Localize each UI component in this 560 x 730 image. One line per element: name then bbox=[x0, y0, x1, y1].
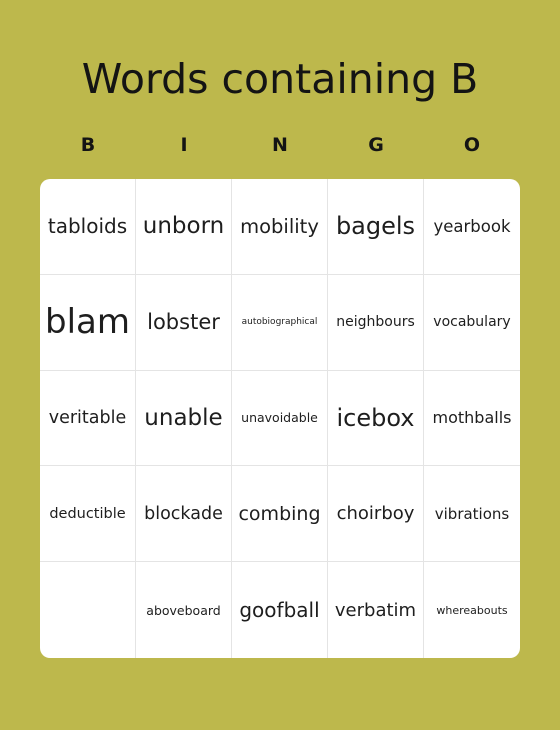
page-title: Words containing B bbox=[81, 55, 479, 103]
bingo-cell[interactable]: neighbours bbox=[328, 275, 424, 371]
bingo-letter-b: B bbox=[80, 134, 96, 156]
bingo-cell[interactable]: choirboy bbox=[328, 466, 424, 562]
bingo-letter-n: N bbox=[272, 134, 288, 156]
bingo-cell[interactable]: icebox bbox=[328, 371, 424, 467]
bingo-letter-o: O bbox=[463, 134, 481, 156]
bingo-cell[interactable]: aboveboard bbox=[136, 562, 232, 658]
bingo-cell[interactable]: yearbook bbox=[424, 179, 520, 275]
bingo-cell-empty[interactable] bbox=[40, 562, 136, 658]
bingo-cell[interactable]: unable bbox=[136, 371, 232, 467]
bingo-cell[interactable]: blam bbox=[40, 275, 136, 371]
bingo-cell[interactable]: vibrations bbox=[424, 466, 520, 562]
bingo-cell[interactable]: whereabouts bbox=[436, 603, 508, 617]
bingo-cell[interactable]: bagels bbox=[328, 179, 424, 275]
bingo-cell[interactable]: deductible bbox=[40, 466, 136, 562]
bingo-cell[interactable]: goofball bbox=[232, 562, 328, 658]
bingo-card bbox=[40, 179, 520, 658]
bingo-cell[interactable]: blockade bbox=[136, 466, 232, 562]
bingo-header bbox=[40, 132, 520, 158]
bingo-cell[interactable]: vocabulary bbox=[424, 275, 520, 371]
bingo-cell[interactable]: combing bbox=[232, 466, 328, 562]
bingo-cell[interactable]: mothballs bbox=[424, 371, 520, 467]
bingo-letter-g: G bbox=[368, 134, 384, 156]
bingo-cell[interactable]: lobster bbox=[136, 275, 232, 371]
bingo-cell[interactable]: veritable bbox=[40, 371, 136, 467]
bingo-cell[interactable]: autobiographical bbox=[232, 275, 328, 371]
bingo-cell[interactable]: mobility bbox=[232, 179, 328, 275]
bingo-cell[interactable]: verbatim bbox=[328, 562, 424, 658]
bingo-letter-i: I bbox=[180, 134, 188, 156]
bingo-cell[interactable]: tabloids bbox=[40, 179, 136, 275]
bingo-cell[interactable]: unborn bbox=[136, 179, 232, 275]
bingo-cell[interactable]: unavoidable bbox=[232, 371, 328, 467]
